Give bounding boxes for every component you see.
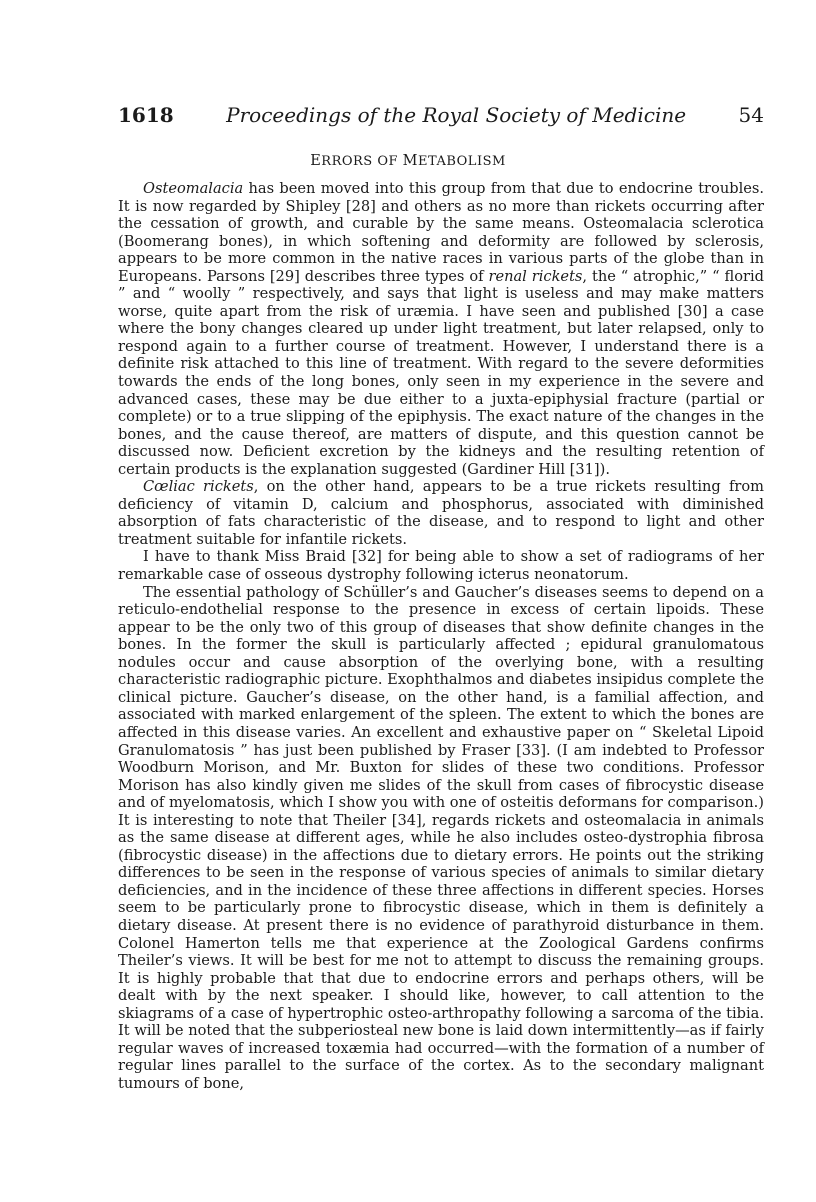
paragraph-osteomalacia: Osteomalacia has been moved into this group from that due to endocrine troubles. It is now regarded by Shipley [28] and others as no more than rickets occurring after the cessation of growth, and curable by the same means. Osteomalacia sclerotica (Boomerang bones), in which softening and deformity are followed by sclerosis, appears to be more common in the native races in various parts of the globe than in Europeans. Parsons [29] describes three types of renal rickets, the “ atrophic,” “ florid ” and “ woolly ” respectively, and says that light is useless and may make matters worse, quite apart from the risk of uræmia. I have seen and published [30] a case where the bony changes cleared up under light treatment, but later relapsed, only to respond again to a further course of treatment. However, I understand there is a definite risk attached to this line of treatment. With regard to the severe deformities towards the ends of the long bones, only seen in my experience in the severe and advanced cases, these may be due either to a juxta-epiphysial fracture (partial or complete) or to a true slipping of the epiphysis. The exact nature of the changes in the bones, and the cause thereof, are matters of dispute, and this question cannot be discussed now. Deficient excretion by the kidneys and the resulting retention of certain products is the explanation suggested (Gardiner Hill [31]). xyxy=(118,180,764,478)
page-number: 1618 xyxy=(118,103,174,127)
paragraph-coeliac-rickets: Cœliac rickets, on the other hand, appears to be a true rickets resulting from deficiency of vitamin D, calcium and phosphorus, associated with diminished absorption of fats characteristic of the disease, and to respond to light and other treatment suitable for infantile rickets. xyxy=(118,478,764,548)
section-title: ERRORS OF METABOLISM xyxy=(310,153,506,169)
paragraph-acknowledgement: I have to thank Miss Braid [32] for being able to show a set of radiograms of her remarkable case of osseous dystrophy following icterus neonatorum. xyxy=(118,548,764,584)
body-text xyxy=(118,180,764,1092)
journal-title: Proceedings of the Royal Society of Medicine xyxy=(226,103,687,127)
running-header xyxy=(118,103,764,127)
paragraph-lipoid-diseases: The essential pathology of Schüller’s and Gaucher’s diseases seems to depend on a reticulo-endothelial response to the presence in excess of certain lipoids. These appear to be the only two of this group of diseases that show definite changes in the bones. In the former the skull is particularly affected ; epidural granulomatous nodules occur and cause absorption of the overlying bone, with a resulting characteristic radiographic picture. Exophthalmos and diabetes insipidus complete the clinical picture. Gaucher’s disease, on the other hand, is a familial affection, and associated with marked enlargement of the spleen. The extent to which the bones are affected in this disease varies. An excellent and exhaustive paper on “ Skeletal Lipoid Granulomatosis ” has just been published by Fraser [33]. (I am indebted to Professor Woodburn Morison, and Mr. Buxton for slides of these two conditions. Professor Morison has also kindly given me slides of the skull from cases of fibrocystic disease and of myelomatosis, which I show you with one of osteitis deformans for comparison.) It is interesting to note that Theiler [34], regards rickets and osteomalacia in animals as the same disease at different ages, while he also includes osteo-dystrophia fibrosa (fibrocystic disease) in the affections due to dietary errors. He points out the striking differences to be seen in the response of various species of animals to similar dietary deficiencies, and in the incidence of these three affections in different species. Horses seem to be particularly prone to fibrocystic disease, which in them is definitely a dietary disease. At present there is no evidence of parathyroid disturbance in them. Colonel Hamerton tells me that experience at the Zoological Gardens confirms Theiler’s views. It will be best for me not to attempt to discuss the remaining groups. It is highly probable that that due to endocrine errors and perhaps others, will be dealt with by the next speaker. I should like, however, to call attention to the skiagrams of a case of hypertrophic osteo-arthropathy following a sarcoma of the tibia. It will be noted that the subperiosteal new bone is laid down intermittently—as if fairly regular waves of increased toxæmia had occurred—with the formation of a number of regular lines parallel to the surface of the cortex. As to the secondary malignant tumours of bone, xyxy=(118,583,764,1092)
volume-number: 54 xyxy=(738,103,764,127)
